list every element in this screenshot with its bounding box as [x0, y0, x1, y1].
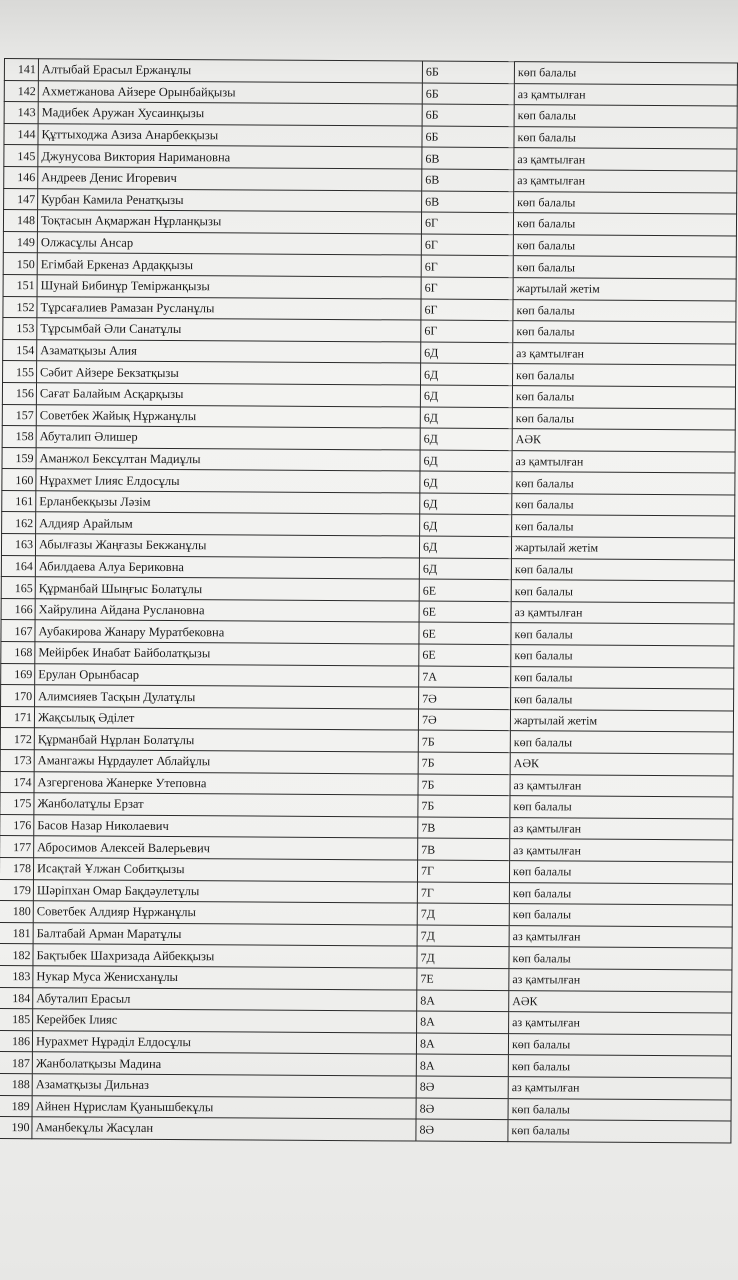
student-list-table [0, 58, 738, 1143]
row-number: 181 [0, 922, 33, 944]
row-number: 168 [1, 642, 35, 664]
row-number: 150 [3, 253, 37, 275]
social-status: көп балалы [512, 515, 735, 538]
social-status: көп балалы [513, 364, 736, 387]
student-name: Азгергенова Жанерке Утеповна [34, 771, 418, 795]
row-number: 166 [1, 598, 35, 620]
class-name: 8Ә [416, 1098, 508, 1120]
class-name: 6Д [420, 450, 512, 472]
student-name: Жанболатұлы Ерзат [34, 793, 418, 817]
social-status: көп балалы [513, 234, 736, 257]
class-name: 7Ә [418, 709, 510, 731]
student-name: Джунусова Виктория Наримановна [38, 145, 422, 169]
student-name: Ерланбекқызы Ләзім [36, 491, 420, 515]
student-name: Басов Назар Николаевич [34, 814, 418, 838]
student-name: Олжасұлы Ансар [37, 231, 421, 255]
row-number: 154 [3, 339, 37, 361]
class-name: 8А [416, 1033, 508, 1055]
student-name: Шәріпхан Омар Бақдәулетұлы [33, 879, 417, 903]
class-name: 6Д [420, 385, 512, 407]
student-name: Андреев Денис Игоревич [38, 167, 422, 191]
social-status: көп балалы [510, 731, 733, 754]
student-name: Балтабай Арман Маратұлы [33, 922, 417, 946]
student-name: Керейбек Ілияс [33, 1009, 417, 1033]
social-status: көп балалы [511, 688, 734, 711]
row-number: 157 [2, 404, 36, 426]
social-status: аз қамтылған [509, 1012, 732, 1035]
class-name: 6Б [422, 83, 514, 105]
class-name: 6Д [420, 428, 512, 450]
class-name: 7Б [418, 795, 510, 817]
class-name: 6В [422, 147, 514, 169]
row-number: 148 [3, 210, 37, 232]
social-status: аз қамтылған [510, 839, 733, 862]
row-number: 146 [4, 166, 38, 188]
student-name: Абилдаева Алуа Бериковна [35, 555, 419, 579]
social-status: көп балалы [514, 126, 737, 149]
social-status: көп балалы [513, 213, 736, 236]
social-status: көп балалы [511, 645, 734, 668]
class-name: 7Г [417, 860, 509, 882]
row-number: 180 [0, 901, 33, 923]
class-name: 6В [422, 191, 514, 213]
social-status: көп балалы [508, 1033, 731, 1056]
row-number: 141 [4, 59, 38, 81]
row-number: 145 [4, 145, 38, 167]
class-name: 8Ә [416, 1076, 508, 1098]
social-status: аз қамтылған [511, 601, 734, 624]
social-status: көп балалы [511, 666, 734, 689]
social-status: аз қамтылған [510, 817, 733, 840]
table-body [0, 59, 737, 1143]
student-name: Жақсылық Әділет [34, 707, 418, 731]
row-number: 163 [1, 534, 35, 556]
class-name: 6Е [419, 644, 511, 666]
row-number: 183 [0, 965, 33, 987]
student-name: Бақтыбек Шахризада Айбекқызы [33, 944, 417, 968]
row-number: 156 [2, 382, 36, 404]
social-status: жартылай жетім [513, 278, 736, 301]
student-name: Советбек Алдияр Нұржанұлы [33, 901, 417, 925]
class-name: 6Б [422, 104, 514, 126]
row-number: 187 [0, 1052, 32, 1074]
student-name: Ахметжанова Айзере Орынбайқызы [38, 80, 422, 104]
student-name: Құттыходжа Азиза Анарбекқызы [38, 123, 422, 147]
social-status: көп балалы [513, 299, 736, 322]
social-status: көп балалы [511, 580, 734, 603]
social-status: көп балалы [513, 321, 736, 344]
social-status: көп балалы [509, 904, 732, 927]
row-number: 179 [0, 879, 33, 901]
student-name: Курбан Камила Ренатқызы [38, 188, 422, 212]
class-name: 7Б [418, 774, 510, 796]
class-name: 6Б [422, 126, 514, 148]
class-name: 6Д [421, 363, 513, 385]
class-name: 6Д [420, 515, 512, 537]
student-name: Ерулан Орынбасар [35, 663, 419, 687]
class-name: 6Д [420, 493, 512, 515]
social-status: көп балалы [513, 256, 736, 279]
social-status: аз қамтылған [514, 148, 737, 171]
student-name: Алимсияев Тасқын Дулатұлы [35, 685, 419, 709]
social-status: аз қамтылған [513, 342, 736, 365]
social-status: көп балалы [512, 472, 735, 495]
social-status: көп балалы [511, 623, 734, 646]
student-name: Егімбай Еркеназ Ардаққызы [37, 253, 421, 277]
row-number: 184 [0, 987, 33, 1009]
class-name: 6Д [420, 407, 512, 429]
student-name: Мейірбек Инабат Байболатқызы [35, 642, 419, 666]
row-number: 143 [4, 102, 38, 124]
student-name: Советбек Жайық Нұржанұлы [36, 404, 420, 428]
class-name: 7В [418, 838, 510, 860]
row-number: 144 [4, 123, 38, 145]
class-name: 7А [419, 666, 511, 688]
student-name: Тұрсымбай Әли Санатұлы [37, 318, 421, 342]
student-name: Алтыбай Ерасыл Ержанұлы [38, 59, 422, 83]
student-name: Нұрахмет Ілияс Елдосұлы [36, 469, 420, 493]
social-status: аз қамтылған [508, 1077, 731, 1100]
row-number: 147 [4, 188, 38, 210]
social-status: аз қамтылған [509, 969, 732, 992]
student-name: Сағат Балайым Асқарқызы [36, 383, 420, 407]
social-status: көп балалы [511, 558, 734, 581]
row-number: 178 [0, 857, 34, 879]
class-name: 6Г [421, 320, 513, 342]
class-name: 6Б [422, 61, 514, 83]
student-name: Алдияр Арайлым [36, 512, 420, 536]
student-name: Азаматқызы Алия [37, 339, 421, 363]
social-status: көп балалы [509, 861, 732, 884]
social-status: АӘК [509, 990, 732, 1013]
row-number: 175 [0, 793, 34, 815]
social-status: аз қамтылған [509, 925, 732, 948]
student-name: Тоқтасын Ақмаржан Нұрланқызы [37, 210, 421, 234]
class-name: 6Г [421, 299, 513, 321]
student-name: Абуталип Әлишер [36, 426, 420, 450]
class-name: 6Д [419, 536, 511, 558]
row-number: 171 [0, 706, 34, 728]
row-number: 159 [2, 447, 36, 469]
row-number: 190 [0, 1117, 32, 1139]
class-name: 7Ә [419, 687, 511, 709]
row-number: 161 [2, 490, 36, 512]
social-status: көп балалы [509, 947, 732, 970]
student-name: Құрманбай Шыңғыс Болатұлы [35, 577, 419, 601]
social-status: көп балалы [512, 407, 735, 430]
table-row [0, 1117, 731, 1143]
class-name: 7Г [417, 882, 509, 904]
student-name: Нурахмет Нұрәділ Елдосұлы [32, 1030, 416, 1054]
social-status: жартылай жетім [510, 709, 733, 732]
social-status: көп балалы [508, 1098, 731, 1121]
row-number: 149 [3, 231, 37, 253]
row-number: 165 [1, 577, 35, 599]
class-name: 8Ә [416, 1119, 508, 1141]
class-name: 6Д [419, 558, 511, 580]
class-name: 6Д [420, 471, 512, 493]
class-name: 6Д [421, 342, 513, 364]
student-name: Абылғазы Жаңғазы Бекжанұлы [35, 534, 419, 558]
student-name: Мадибек Аружан Хусаинқызы [38, 102, 422, 126]
row-number: 173 [0, 749, 34, 771]
class-name: 7Д [417, 903, 509, 925]
class-name: 7В [418, 817, 510, 839]
row-number: 167 [1, 620, 35, 642]
row-number: 169 [1, 663, 35, 685]
student-name: Абросимов Алексей Валерьевич [34, 836, 418, 860]
student-name: Құрманбай Нұрлан Болатұлы [34, 728, 418, 752]
class-name: 8А [417, 990, 509, 1012]
class-name: 7Д [417, 946, 509, 968]
social-status: аз қамтылған [514, 83, 737, 106]
social-status: көп балалы [510, 796, 733, 819]
row-number: 142 [4, 80, 38, 102]
social-status: АӘК [510, 753, 733, 776]
student-name: Аманбекұлы Жасұлан [32, 1117, 416, 1141]
student-name: Шунай Бибинұр Теміржанқызы [37, 275, 421, 299]
social-status: аз қамтылған [512, 450, 735, 473]
row-number: 153 [3, 318, 37, 340]
social-status: көп балалы [509, 882, 732, 905]
row-number: 172 [0, 728, 34, 750]
row-number: 174 [0, 771, 34, 793]
class-name: 6Е [419, 622, 511, 644]
class-name: 8А [416, 1054, 508, 1076]
class-name: 6Е [419, 601, 511, 623]
row-number: 185 [0, 1009, 33, 1031]
row-number: 186 [0, 1030, 33, 1052]
student-name: Амангажы Нұрдаулет Аблайұлы [34, 750, 418, 774]
class-name: 7Е [417, 968, 509, 990]
social-status: көп балалы [514, 105, 737, 128]
class-name: 6Г [421, 212, 513, 234]
row-number: 162 [2, 512, 36, 534]
student-name: Жанболатқызы Мадина [32, 1052, 416, 1076]
row-number: 152 [3, 296, 37, 318]
row-number: 189 [0, 1095, 32, 1117]
student-name: Сәбит Айзере Бекзатқызы [37, 361, 421, 385]
social-status: жартылай жетім [511, 537, 734, 560]
student-name: Тұрсағалиев Рамазан Русланұлы [37, 296, 421, 320]
student-name: Нукар Муса Женисханұлы [33, 966, 417, 990]
class-name: 6Е [419, 579, 511, 601]
student-list-table-wrapper [0, 58, 737, 1143]
social-status: көп балалы [508, 1055, 731, 1078]
row-number: 158 [2, 426, 36, 448]
student-name: Хайрулина Айдана Руслановна [35, 599, 419, 623]
social-status: көп балалы [514, 62, 737, 85]
class-name: 8А [417, 1011, 509, 1033]
social-status: аз қамтылған [514, 170, 737, 193]
student-name: Аманжол Бексұлтан Мадиұлы [36, 447, 420, 471]
class-name: 6Г [421, 255, 513, 277]
row-number: 164 [1, 555, 35, 577]
class-name: 6Г [421, 234, 513, 256]
class-name: 6Г [421, 277, 513, 299]
social-status: көп балалы [512, 493, 735, 516]
student-name: Айнен Нұрислам Қуанышбекұлы [32, 1095, 416, 1119]
class-name: 7Б [418, 752, 510, 774]
row-number: 182 [0, 944, 33, 966]
social-status: көп балалы [508, 1120, 731, 1143]
row-number: 160 [2, 469, 36, 491]
row-number: 151 [3, 274, 37, 296]
student-name: Азаматқызы Дильназ [32, 1074, 416, 1098]
social-status: көп балалы [512, 386, 735, 409]
social-status: АӘК [512, 429, 735, 452]
row-number: 170 [1, 685, 35, 707]
row-number: 176 [0, 814, 34, 836]
class-name: 7Д [417, 925, 509, 947]
row-number: 177 [0, 836, 34, 858]
row-number: 155 [3, 361, 37, 383]
class-name: 7Б [418, 730, 510, 752]
row-number: 188 [0, 1073, 32, 1095]
student-name: Аубакирова Жанару Муратбековна [35, 620, 419, 644]
social-status: көп балалы [514, 191, 737, 214]
student-name: Абуталип Ерасыл [33, 987, 417, 1011]
social-status: аз қамтылған [510, 774, 733, 797]
class-name: 6В [422, 169, 514, 191]
student-name: Исақтай Ұлжан Собитқызы [33, 858, 417, 882]
